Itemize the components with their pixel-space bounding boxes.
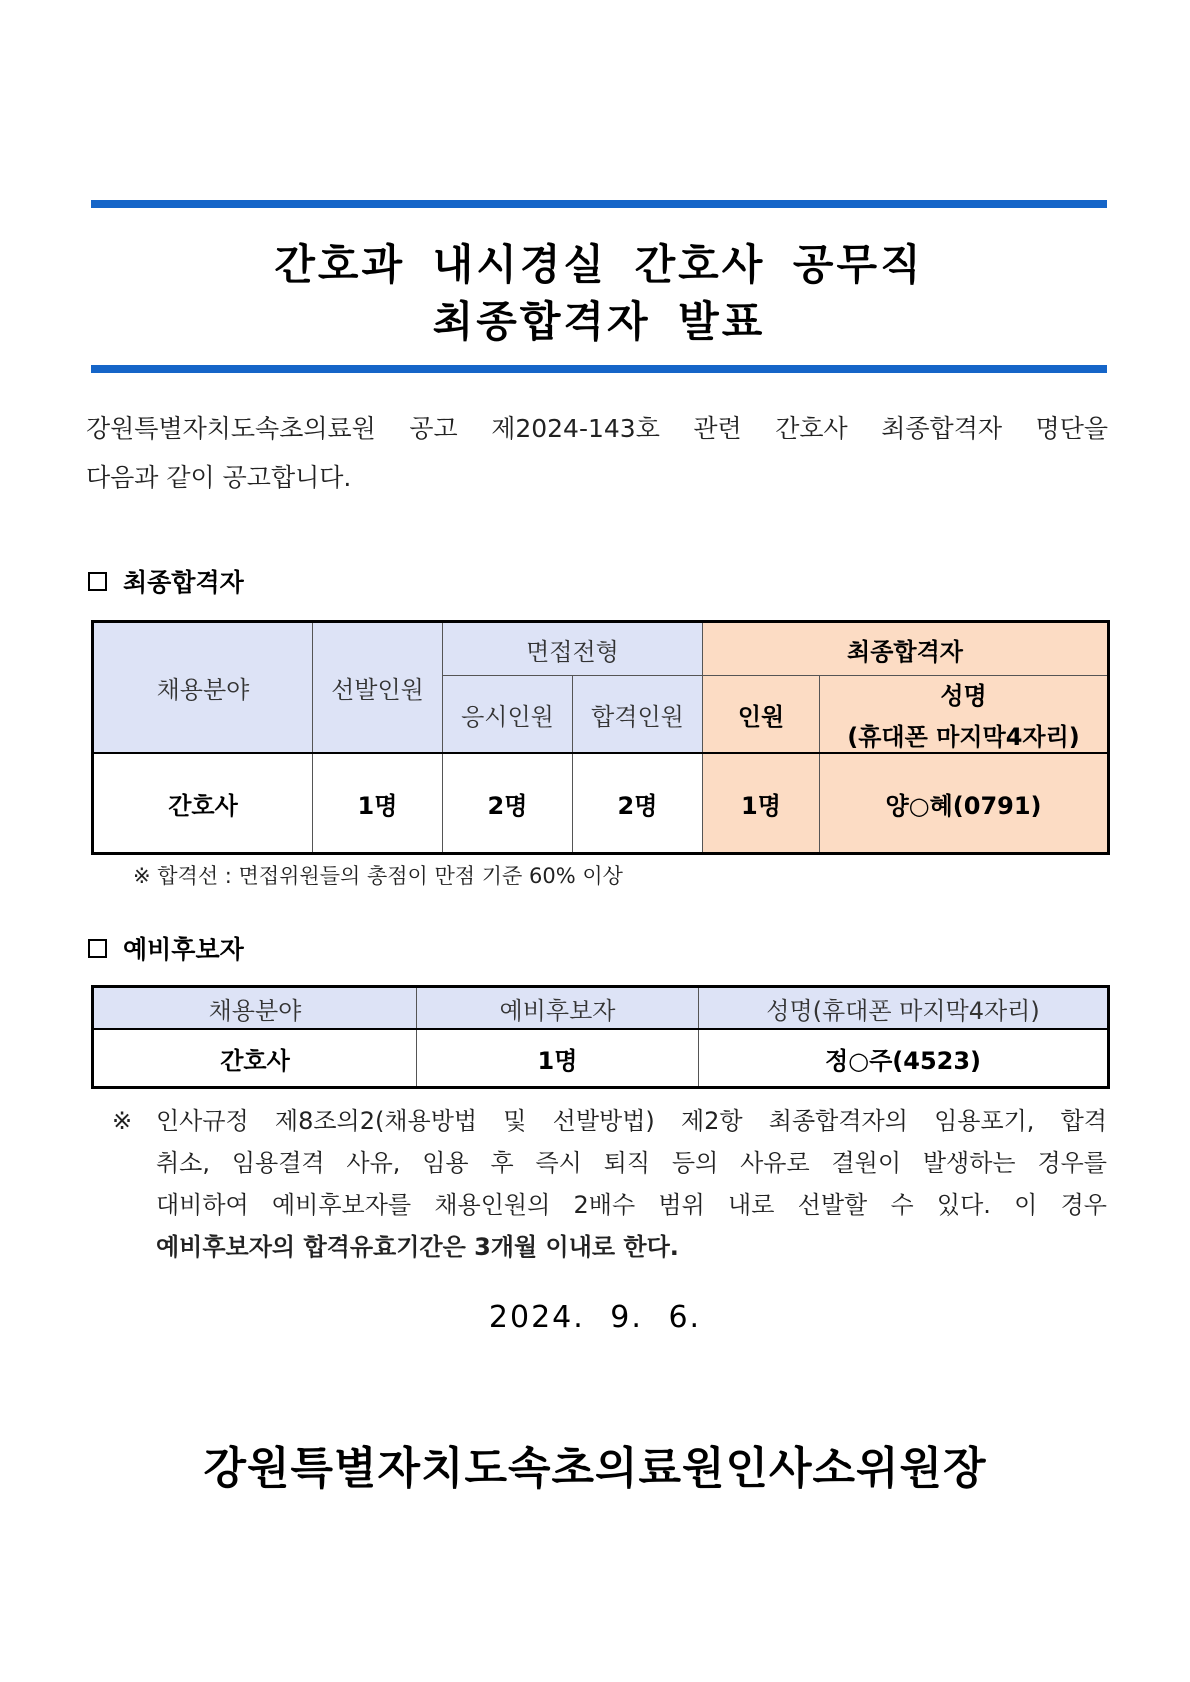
reserve-header-field: 채용분야: [93, 987, 417, 1030]
header-final-group: 최종합격자: [703, 622, 1109, 676]
document-title-line2: 최종합격자 발표: [432, 297, 766, 346]
reserve-header-count: 예비후보자: [417, 987, 699, 1030]
cell-count: 1명: [703, 753, 820, 854]
top-divider: [91, 200, 1107, 208]
cell-passed: 2명: [573, 753, 703, 854]
reserve-note-line4: 예비후보자의 합격유효기간은 3개월 이내로 한다.: [156, 1233, 679, 1261]
final-section-heading: [88, 563, 244, 599]
final-section-title: 최종합격자: [123, 568, 244, 597]
reserve-header-name: 성명(휴대폰 마지막4자리): [699, 987, 1109, 1030]
cell-selection: 1명: [313, 753, 443, 854]
cell-applicants: 2명: [443, 753, 573, 854]
final-candidates-table: [91, 620, 1110, 855]
header-selection: 선발인원: [313, 622, 443, 754]
cell-name: 양○혜(0791): [820, 753, 1109, 854]
document-title-line1: 간호과 내시경실 간호사 공무직: [274, 240, 924, 289]
header-name-line2: (휴대폰 마지막4자리): [847, 723, 1080, 751]
table-row: [93, 753, 1109, 854]
header-interview-group: 면접전형: [443, 622, 703, 676]
reference-mark: ※: [112, 1107, 133, 1135]
reserve-cell-field: 간호사: [93, 1029, 417, 1088]
reserve-section-title: 예비후보자: [123, 935, 244, 964]
header-count: 인원: [703, 676, 820, 754]
announcement-date: 2024. 9. 6.: [488, 1300, 702, 1335]
checkbox-icon: [88, 939, 107, 958]
pass-line-note: ※ 합격선 : 면접위원들의 총점이 만점 기준 60% 이상: [133, 864, 623, 888]
cell-field: 간호사: [93, 753, 313, 854]
reserve-note-line2: 취소, 임용결격 사유, 임용 후 즉시 퇴직 등의 사유로 결원이 발생하는 경우를: [156, 1149, 1107, 1177]
reserve-note-line3: 대비하여 예비후보자를 채용인원의 2배수 범위 내로 선발할 수 있다. 이 경우: [156, 1191, 1107, 1219]
header-passed: 합격인원: [573, 676, 703, 754]
issuer-signature: 강원특별자치도속초의료원인사소위원장: [203, 1443, 987, 1494]
reserve-section-heading: [88, 930, 244, 966]
reserve-cell-name: 정○주(4523): [699, 1029, 1109, 1088]
header-applicants: 응시인원: [443, 676, 573, 754]
checkbox-icon: [88, 572, 107, 591]
intro-line1: 강원특별자치도속초의료원 공고 제2024-143호 관련 간호사 최종합격자 명단을: [86, 414, 1108, 443]
table-row: [93, 1029, 1109, 1088]
intro-line2: 다음과 같이 공고합니다.: [86, 463, 352, 492]
reserve-cell-count: 1명: [417, 1029, 699, 1088]
bottom-divider: [91, 365, 1107, 373]
reserve-note-line1: 인사규정 제8조의2(채용방법 및 선발방법) 제2항 최종합격자의 임용포기, 합격: [156, 1107, 1107, 1135]
header-name: [820, 676, 1109, 754]
header-name-line1: 성명: [940, 682, 987, 710]
reserve-note: [112, 1100, 1107, 1268]
reserve-candidates-table: [91, 985, 1110, 1089]
header-field: 채용분야: [93, 622, 313, 754]
